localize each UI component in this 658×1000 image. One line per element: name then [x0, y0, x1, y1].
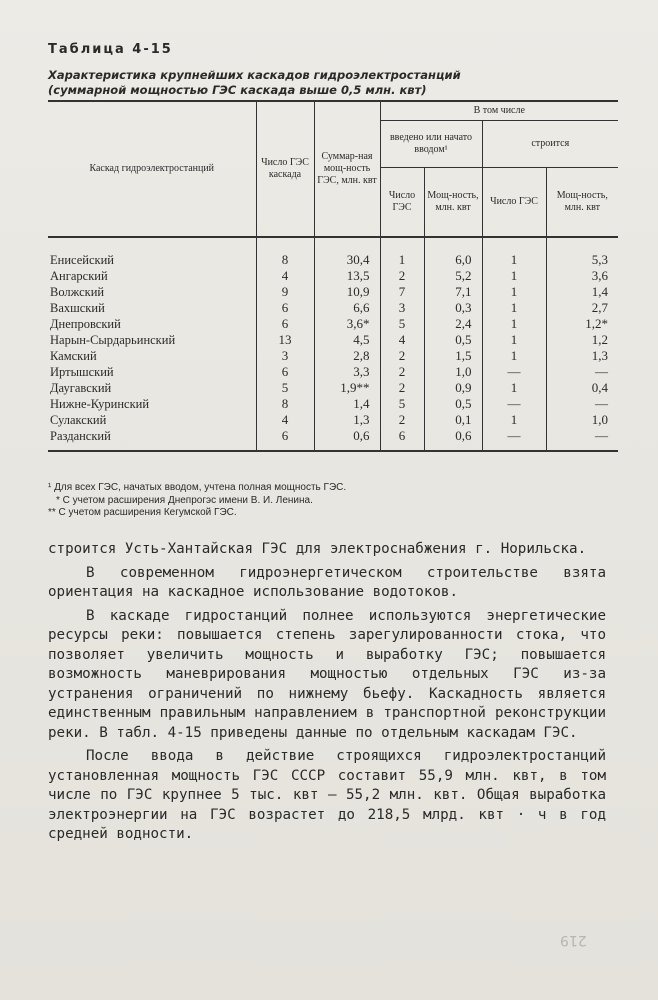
cell-b-count: 1	[482, 412, 546, 428]
cell-c-power: 0,9	[424, 380, 482, 396]
cell-c-count: 2	[380, 268, 424, 284]
cascades-table	[48, 100, 618, 452]
table-row	[48, 428, 618, 451]
cell-name: Разданский	[48, 428, 256, 451]
cell-b-power: 1,2*	[546, 316, 618, 332]
cell-b-power: 1,2	[546, 332, 618, 348]
cell-b-power: 1,0	[546, 412, 618, 428]
cell-power: 10,9	[314, 284, 380, 300]
table-row	[48, 348, 618, 364]
cell-power: 3,3	[314, 364, 380, 380]
header-building-power: Мощ-ность, млн. квт	[546, 168, 618, 238]
cell-name: Камский	[50, 349, 97, 363]
cell-count: 9	[256, 284, 314, 300]
cell-b-power: —	[546, 396, 618, 412]
cell-power: 4,5	[314, 332, 380, 348]
caption-line-2: (суммарной мощностью ГЭС каскада выше 0,5 млн. квт)	[48, 83, 427, 97]
table-body	[48, 237, 618, 451]
table-row	[48, 332, 618, 348]
cell-c-power: 0,5	[424, 332, 482, 348]
cell-b-power: 1,4	[546, 284, 618, 300]
cell-name: Нарын-Сырдарьинский	[50, 333, 176, 347]
cell-power: 1,4	[314, 396, 380, 412]
footnote-2: * С учетом расширения Днепрогэс имени В. И. Ленина.	[56, 494, 313, 506]
cell-power: 1,9**	[314, 380, 380, 396]
cell-c-power: 0,1	[424, 412, 482, 428]
cell-c-count: 2	[380, 380, 424, 396]
cell-b-count: 1	[482, 332, 546, 348]
cell-power: 13,5	[314, 268, 380, 284]
cell-power: 30,4	[314, 237, 380, 268]
cell-count: 6	[256, 316, 314, 332]
cell-name: Днепровский	[50, 317, 121, 331]
cell-c-power: 0,3	[424, 300, 482, 316]
footnote-1: ¹ Для всех ГЭС, начатых вводом, учтена полная мощность ГЭС.	[48, 482, 347, 493]
header-commissioned: введено или начато вводом¹	[380, 121, 482, 168]
cell-count: 6	[256, 428, 314, 451]
cell-c-power: 1,5	[424, 348, 482, 364]
cell-c-power: 7,1	[424, 284, 482, 300]
table-caption	[48, 68, 608, 98]
header-building: строится	[482, 121, 618, 168]
table-footnotes	[48, 482, 608, 520]
cell-b-count: 1	[482, 300, 546, 316]
caption-line-1: Характеристика крупнейших каскадов гидроэлектростанций	[48, 68, 461, 82]
table-row	[48, 268, 618, 284]
cell-b-count: —	[482, 364, 546, 380]
cell-power: 3,6*	[314, 316, 380, 332]
table-row	[48, 237, 618, 268]
body-text	[48, 540, 606, 845]
cell-count: 13	[256, 332, 314, 348]
cell-c-count: 3	[380, 300, 424, 316]
page-number: 219	[560, 932, 587, 948]
cell-count: 6	[256, 364, 314, 380]
table-row	[48, 300, 618, 316]
header-commissioned-power: Мощ-ность, млн. квт	[424, 168, 482, 238]
cell-c-power: 6,0	[424, 237, 482, 268]
cell-c-count: 6	[380, 428, 424, 451]
cell-name: Вахшский	[50, 301, 105, 315]
cell-count: 4	[256, 268, 314, 284]
header-count: Число ГЭС каскада	[256, 101, 314, 237]
header-including: В том числе	[380, 101, 618, 121]
cell-b-count: 1	[482, 268, 546, 284]
table-label: Таблица 4-15	[48, 42, 173, 57]
cell-c-count: 5	[380, 396, 424, 412]
cell-b-count: 1	[482, 237, 546, 268]
cell-b-count: 1	[482, 348, 546, 364]
cell-name: Ангарский	[50, 269, 108, 283]
cell-power: 6,6	[314, 300, 380, 316]
table-row	[48, 380, 618, 396]
cell-name: Нижне-Куринский	[50, 397, 150, 411]
table-row	[48, 364, 618, 380]
cell-c-count: 2	[380, 364, 424, 380]
table-row	[48, 316, 618, 332]
cell-b-count: 1	[482, 284, 546, 300]
cell-count: 4	[256, 412, 314, 428]
cell-b-power: 2,7	[546, 300, 618, 316]
cell-name: Сулакский	[50, 413, 107, 427]
paragraph-2: В современном гидроэнергетическом строительстве взята ориентация на каскадное использование водотоков.	[48, 564, 606, 600]
cell-b-count: 1	[482, 380, 546, 396]
cell-count: 3	[256, 348, 314, 364]
cell-power: 1,3	[314, 412, 380, 428]
cell-b-power: —	[546, 364, 618, 380]
cell-c-count: 1	[380, 237, 424, 268]
cell-c-power: 0,6	[424, 428, 482, 451]
cell-name: Енисейский	[50, 253, 114, 267]
cell-b-power: 0,4	[546, 380, 618, 396]
cell-c-count: 2	[380, 412, 424, 428]
cell-b-power: 5,3	[546, 237, 618, 268]
cell-count: 8	[256, 396, 314, 412]
header-building-count: Число ГЭС	[482, 168, 546, 238]
cell-b-count: —	[482, 428, 546, 451]
cell-b-power: 1,3	[546, 348, 618, 364]
header-cascade: Каскад гидроэлектростанций	[48, 101, 256, 237]
table-row	[48, 284, 618, 300]
cell-b-power: 3,6	[546, 268, 618, 284]
paragraph-4: После ввода в действие строящихся гидроэлектростанций установленная мощность ГЭС СССР составит 55,9 млн. квт, в том числе по ГЭС крупнее 5 тыс. квт — 55,2 млн. квт. Общая выработка электроэнергии на ГЭС возрастет до 218,5 млрд. квт · ч в год средней водности.	[48, 748, 606, 842]
header-commissioned-count: Число ГЭС	[380, 168, 424, 238]
cell-c-count: 7	[380, 284, 424, 300]
cell-name: Даугавский	[50, 381, 112, 395]
cell-count: 8	[256, 237, 314, 268]
cell-b-power: —	[546, 428, 618, 451]
cell-name: Иртышский	[50, 365, 114, 379]
table-row	[48, 412, 618, 428]
header-power: Суммар-ная мощ-ность ГЭС, млн. квт	[314, 101, 380, 237]
cell-name: Волжский	[50, 285, 105, 299]
cell-count: 6	[256, 300, 314, 316]
paragraph-3: В каскаде гидростанций полнее используются энергетические ресурсы реки: повышается степень зарегулированности стока, что позволяет увеличить мощность и выработку ГЭС; повышается возможность маневрирования мощностью отдельных ГЭС из-за устранения ограничений по нижнему бьефу. Каскадность является единственным правильным направлением в транспортной реконструкции реки. В табл. 4-15 приведены данные по отдельным каскадам ГЭС.	[48, 607, 606, 741]
cell-count: 5	[256, 380, 314, 396]
footnote-3: ** С учетом расширения Кегумской ГЭС.	[48, 507, 237, 518]
table-row	[48, 396, 618, 412]
cell-power: 2,8	[314, 348, 380, 364]
cell-c-power: 1,0	[424, 364, 482, 380]
cell-c-power: 5,2	[424, 268, 482, 284]
cell-c-power: 2,4	[424, 316, 482, 332]
cell-c-count: 4	[380, 332, 424, 348]
cell-b-count: —	[482, 396, 546, 412]
paragraph-1: строится Усть-Хантайская ГЭС для электроснабжения г. Норильска.	[48, 541, 587, 557]
cell-b-count: 1	[482, 316, 546, 332]
cell-c-power: 0,5	[424, 396, 482, 412]
cell-power: 0,6	[314, 428, 380, 451]
cell-c-count: 5	[380, 316, 424, 332]
cell-c-count: 2	[380, 348, 424, 364]
